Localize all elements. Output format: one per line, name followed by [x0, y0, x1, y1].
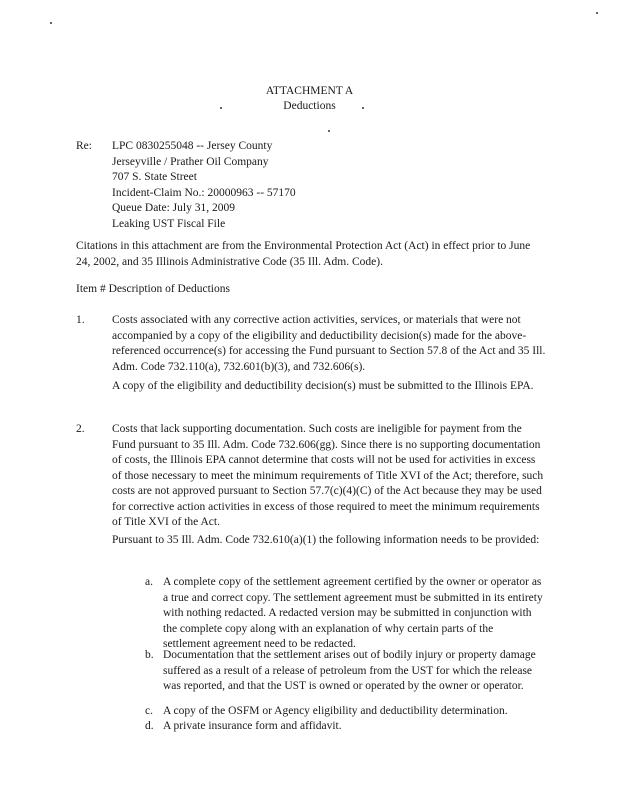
scan-speck — [596, 12, 598, 14]
subitem-text: Documentation that the settlement arises out of bodily injury or property damage suffered as a result of a release of petroleum from the UST for which the release was reported, and that the UST is owned or operated by the owner or operator. — [163, 649, 536, 692]
subitem-letter: d. — [145, 720, 154, 732]
scan-speck — [328, 130, 330, 132]
citations-paragraph: Citations in this attachment are from the Environmental Protection Act (Act) in effect prior to June 24, 2002, and 35 Illinois Administrative Code (35 Ill. Adm. Code). — [76, 240, 531, 268]
item-header: Item # Description of Deductions — [76, 283, 230, 295]
subitem-letter: a. — [145, 576, 153, 588]
re-line-company: Jerseyville / Prather Oil Company — [112, 155, 269, 168]
item-note: Pursuant to 35 Ill. Adm. Code 732.610(a)(1) the following information needs to be provided: — [112, 534, 540, 546]
re-line-incident: Incident-Claim No.: 20000963 -- 57170 — [112, 186, 296, 199]
item-note: A copy of the eligibility and deductibility decision(s) must be submitted to the Illinois EPA. — [112, 380, 534, 392]
subitem-text: A copy of the OSFM or Agency eligibility and deductibility determination. — [163, 705, 508, 717]
re-label: Re: — [76, 140, 92, 152]
item-number: 1. — [76, 314, 85, 326]
subitem-text: A complete copy of the settlement agreement certified by the owner or operator as a true and correct copy. The settlement agreement must be submitted in its entirety with nothing redacted. A redacted version may be submitted in conjunction with the complete copy along with an explanation of why certain parts of the settlement agreement need to be redacted. — [163, 576, 543, 650]
subitem-letter: c. — [145, 705, 153, 717]
re-line-address: 707 S. State Street — [112, 171, 197, 183]
document-subtitle: Deductions — [283, 100, 336, 112]
re-line-file: Leaking UST Fiscal File — [112, 217, 226, 230]
re-block — [112, 139, 296, 232]
scan-speck — [50, 22, 52, 24]
item-description: Costs associated with any corrective action activities, services, or materials that were not accompanied by a copy of the eligibility and deductibility decision(s) made for the above-referenced occurrence(s) for accessing the Fund pursuant to Section 57.8 of the Act and 35 Ill. Adm. Code 732.110(a), 732.601(b)(3), and 732.606(s). — [112, 314, 546, 373]
re-line-lpc: LPC 0830255048 -- Jersey County — [112, 140, 273, 152]
item-description: Costs that lack supporting documentation. Such costs are ineligible for payment from the Fund pursuant to 35 Ill. Adm. Code 732.606(gg). Since there is no supporting documentation of costs, the Illinois EPA cannot determine that costs will not be used for activities in excess of those necessary to meet the minimum requirements of Title XVI of the Act; therefore, such costs are not approved pursuant to Section 57.7(c)(4)(C) of the Act because they may be used for corrective action activities in excess of those required to meet the minimum requirements of Title XVI of the Act. — [112, 423, 544, 528]
item-number: 2. — [76, 423, 85, 435]
subitem-letter: b. — [145, 649, 154, 661]
re-line-queue-date: Queue Date: July 31, 2009 — [112, 202, 235, 214]
subitem-text: A private insurance form and affidavit. — [163, 720, 342, 732]
document-title: ATTACHMENT A — [265, 85, 354, 97]
